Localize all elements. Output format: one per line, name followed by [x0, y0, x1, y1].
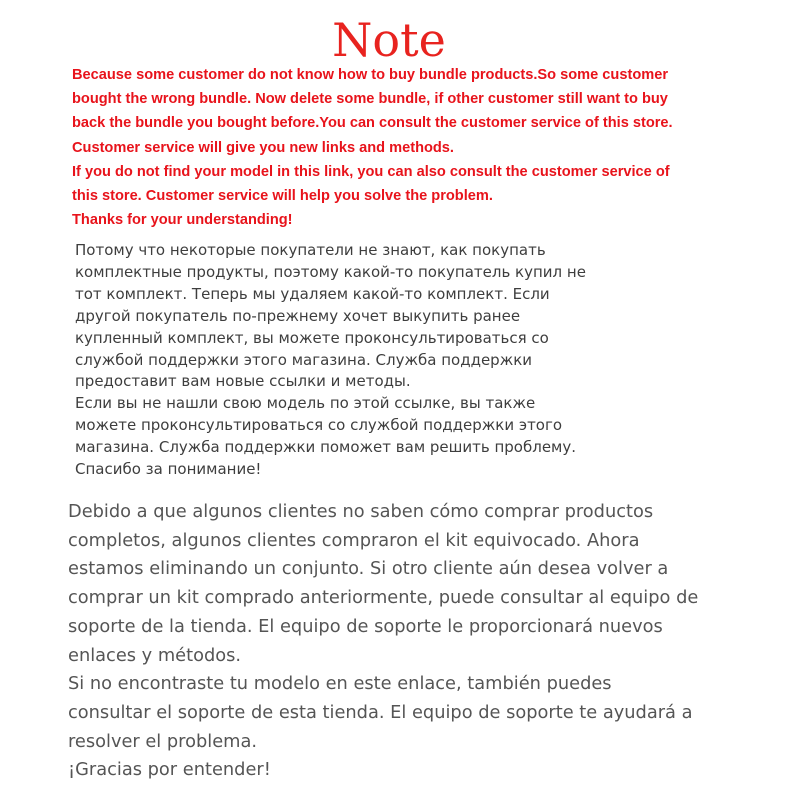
english-line: bought the wrong bundle. Now delete some bundle, if other customer still want to buy — [72, 91, 668, 108]
spanish-line: completos, algunos clientes compraron el kit equivocado. Ahora — [68, 529, 640, 551]
spanish-line: consultar el soporte de esta tienda. El equipo de soporte te ayudará a — [68, 701, 693, 723]
russian-line: Если вы не нашли свою модель по этой ссылке, вы также — [75, 394, 536, 413]
note-title: Note — [332, 13, 446, 67]
russian-line: службой поддержки этого магазина. Служба поддержки — [75, 350, 533, 369]
russian-line: Спасибо за понимание! — [75, 460, 262, 479]
russian-line: другой покупатель по-прежнему хочет выкупить ранее — [75, 306, 521, 325]
spanish-line: ¡Gracias por entender! — [68, 759, 271, 781]
english-line: Because some customer do not know how to buy bundle products.So some customer — [72, 67, 668, 83]
english-line: If you do not find your model in this link, you can also consult the customer service of — [72, 163, 670, 180]
russian-line: можете проконсультироваться со службой поддержки этого — [75, 416, 563, 435]
english-line: back the bundle you bought before.You can consult the customer service of this store. — [72, 115, 673, 132]
spanish-line: Debido a que algunos clientes no saben cómo comprar productos — [68, 501, 654, 522]
russian-line: предоставит вам новые ссылки и методы. — [75, 372, 411, 391]
russian-line: Потому что некоторые покупатели не знают, как покупать — [75, 241, 546, 259]
russian-line: купленный комплект, вы можете проконсультироваться со — [75, 328, 549, 347]
english-line: Customer service will give you new links and methods. — [72, 139, 454, 156]
spanish-line: estamos eliminando un conjunto. Si otro cliente aún desea volver a — [68, 558, 669, 580]
russian-line: магазина. Служба поддержки поможет вам решить проблему. — [75, 438, 577, 457]
russian-line: комплектные продукты, поэтому какой-то покупатель купил не — [75, 262, 586, 281]
spanish-line: soporte de la tienda. El equipo de soporte le proporcionará nuevos — [68, 615, 663, 637]
english-notice — [72, 63, 772, 232]
spanish-line: comprar un kit comprado anteriormente, puede consultar al equipo de — [68, 587, 699, 609]
russian-notice — [75, 240, 775, 481]
english-line: this store. Customer service will help you solve the problem. — [72, 188, 493, 205]
spanish-line: Si no encontraste tu modelo en este enlace, también puedes — [68, 673, 612, 695]
spanish-line: resolver el problema. — [68, 730, 258, 752]
spanish-notice — [68, 498, 793, 785]
russian-line: тот комплект. Теперь мы удаляем какой-то комплект. Если — [75, 284, 550, 303]
english-line: Thanks for your understanding! — [72, 212, 293, 229]
spanish-line: enlaces y métodos. — [68, 644, 242, 666]
